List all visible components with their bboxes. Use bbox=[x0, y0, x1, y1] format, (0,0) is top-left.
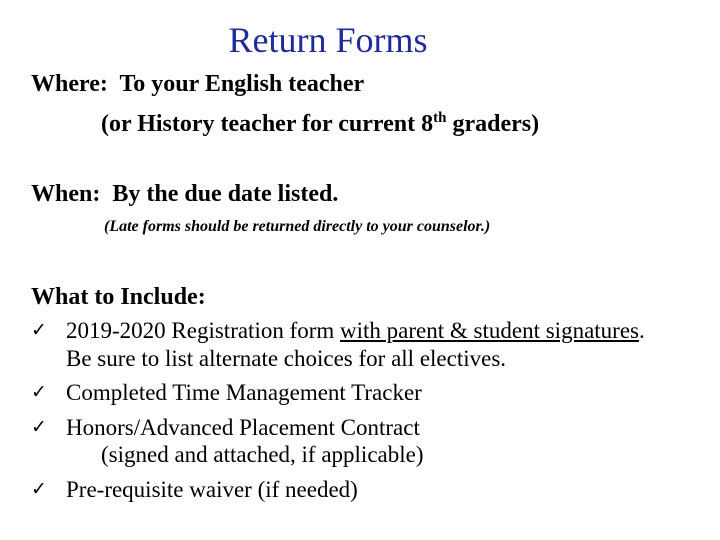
time-tracker-text: Completed Time Management Tracker bbox=[66, 380, 422, 405]
where-subline bbox=[101, 108, 539, 140]
where-sub-after: graders) bbox=[446, 111, 540, 137]
when-line bbox=[31, 178, 338, 210]
when-label: When: bbox=[31, 181, 101, 207]
check-icon: ✓ bbox=[31, 415, 47, 438]
where-label: Where: bbox=[31, 71, 108, 97]
registration-lead: 2019-2020 Registration form bbox=[66, 318, 341, 343]
registration-underlined: with parent & student signatures bbox=[340, 318, 639, 343]
when-note: (Late forms should be returned directly to your counselor.) bbox=[104, 218, 491, 235]
where-line bbox=[31, 68, 364, 100]
where-sub-superscript: th bbox=[433, 110, 447, 126]
checklist-item-honors-contract bbox=[31, 414, 671, 469]
where-sub-before: (or History teacher for current 8 bbox=[101, 111, 434, 137]
page-title: Return Forms bbox=[228, 20, 428, 60]
prereq-waiver-text: Pre-requisite waiver (if needed) bbox=[66, 476, 358, 502]
checklist-item-prereq-waiver bbox=[31, 476, 671, 504]
where-text: To your English teacher bbox=[119, 71, 365, 97]
check-icon: ✓ bbox=[31, 381, 47, 403]
honors-contract-text: Honors/Advanced Placement Contract bbox=[66, 414, 420, 440]
honors-contract-subtext: (signed and attached, if applicable) bbox=[101, 442, 424, 467]
checklist-item-time-tracker bbox=[31, 379, 671, 407]
check-icon: ✓ bbox=[31, 319, 47, 341]
when-text: By the due date listed. bbox=[112, 181, 339, 207]
check-icon: ✓ bbox=[31, 477, 47, 500]
registration-rest: . Be sure to list alternate choices for all electives. bbox=[66, 318, 645, 371]
checklist-item-registration bbox=[31, 317, 671, 372]
include-checklist bbox=[31, 317, 671, 510]
include-heading: What to Include: bbox=[31, 284, 206, 310]
